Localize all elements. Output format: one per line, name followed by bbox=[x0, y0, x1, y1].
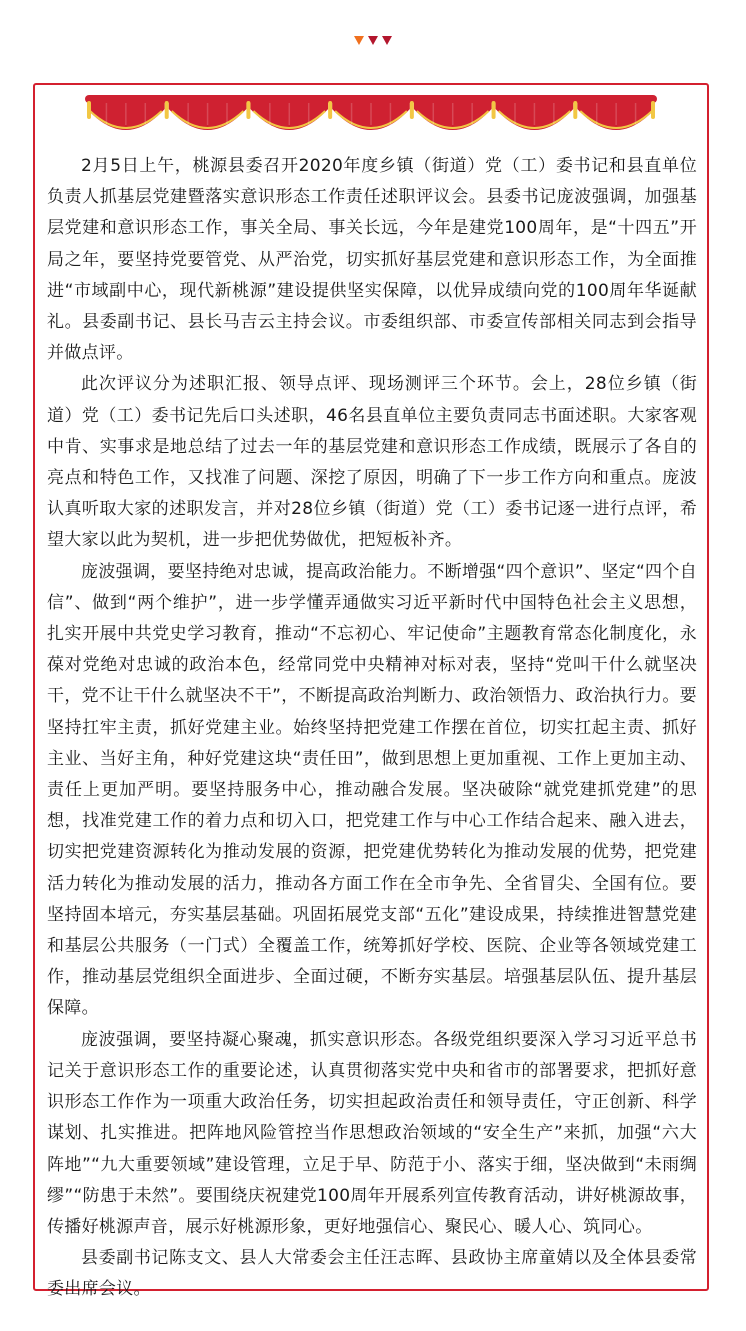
triangle-red-icon bbox=[382, 36, 392, 45]
curtain-tassel bbox=[410, 101, 414, 119]
curtain-tassel bbox=[573, 101, 577, 119]
curtain-tassel bbox=[87, 101, 91, 119]
paragraph-3: 庞波强调，要坚持绝对忠诚，提高政治能力。不断增强“四个意识”、坚定“四个自信”、做到“两个维护”，进一步学懂弄通做实习近平新时代中国特色社会主义思想，扎实开展中共党史学习教育，推动“不忘初心、牢记使命”主题教育常态化制度化，永葆对党绝对忠诚的政治本色，经常同党中央精神对标对表，坚持“党叫干什么就坚决干，党不让干什么就坚决不干”，不断提高政治判断力、政治领悟力、政治执行力。要坚持扛牢主责，抓好党建主业。始终坚持把党建工作摆在首位，切实扛起主责、抓好主业、当好主角，种好党建这块“责任田”，做到思想上更加重视、工作上更加主动、责任上更加严明。要坚持服务中心，推动融合发展。坚决破除“就党建抓党建”的思想，找准党建工作的着力点和切入口，把党建工作与中心工作结合起来、融入进去，切实把党建资源转化为推动发展的资源，把党建优势转化为推动发展的优势，把党建活力转化为推动发展的活力，推动各方面工作在全市争先、全省冒尖、全国有位。要坚持固本培元，夯实基层基础。巩固拓展党支部“五化”建设成果，持续推进智慧党建和基层公共服务（一门式）全覆盖工作，统筹抓好学校、医院、企业等各领域党建工作，推动基层党组织全面进步、全面过硬，不断夯实基层。培强基层队伍、提升基层保障。 bbox=[47, 561, 697, 1019]
curtain-tassel bbox=[328, 101, 332, 119]
paragraph-4: 庞波强调，要坚持凝心聚魂，抓实意识形态。各级党组织要深入学习习近平总书记关于意识形态工作的重要论述，认真贯彻落实党中央和省市的部署要求，把抓好意识形态工作作为一项重大政治任务，切实担起政治责任和领导责任，守正创新、科学谋划、扎实推进。把阵地风险管控当作思想政治领域的“安全生产”来抓，加强“六大阵地”“九大重要领域”建设管理，立足于早、防范于小、落实于细，坚决做到“未雨绸缪”“防患于未然”。要围绕庆祝建党100周年开展系列宣传教育活动，讲好桃源故事，传播好桃源声音，展示好桃源形象，更好地强信心、聚民心、暖人心、筑同心。 bbox=[47, 1029, 697, 1237]
top-triangle-marker bbox=[0, 36, 746, 45]
paragraph-5: 县委副书记陈支文、县人大常委会主任汪志晖、县政协主席童婧以及全体县委常委出席会议。 bbox=[47, 1248, 697, 1300]
curtain-tassel bbox=[492, 101, 496, 119]
paragraph-2: 此次评议分为述职汇报、领导点评、现场测评三个环节。会上，28位乡镇（街道）党（工）委书记先后口头述职，46名县直单位主要负责同志书面述职。大家客观中肯、实事求是地总结了过去一年的基层党建和意识形态工作成绩，既展示了各自的亮点和特色工作，又找准了问题、深挖了原因，明确了下一步工作方向和重点。庞波认真听取大家的述职发言，并对28位乡镇（街道）党（工）委书记逐一进行点评，希望大家以此为契机，进一步把优势做优，把短板补齐。 bbox=[47, 374, 697, 551]
triangle-orange-icon bbox=[354, 36, 364, 45]
curtain-tassel bbox=[246, 101, 250, 119]
article-frame bbox=[33, 83, 709, 1300]
article-body bbox=[47, 151, 697, 1306]
curtain-tassel bbox=[651, 101, 655, 119]
paragraph-1: 2月5日上午，桃源县委召开2020年度乡镇（街道）党（工）委书记和县直单位负责人抓基层党建暨落实意识形态工作责任述职评议会。县委书记庞波强调，加强基层党建和意识形态工作，事关全局、事关长远，今年是建党100周年，是“十四五”开局之年，要坚持党要管党、从严治党，切实抓好基层党建和意识形态工作，为全面推进“市域副中心，现代新桃源”建设提供坚实保障，以优异成绩向党的100周年华诞献礼。县委副书记、县长马吉云主持会议。市委组织部、市委宣传部相关同志到会指导并做点评。 bbox=[47, 156, 697, 364]
triangle-red-icon bbox=[368, 36, 378, 45]
curtain-tassel bbox=[165, 101, 169, 119]
stage-curtain-decoration bbox=[85, 95, 657, 147]
